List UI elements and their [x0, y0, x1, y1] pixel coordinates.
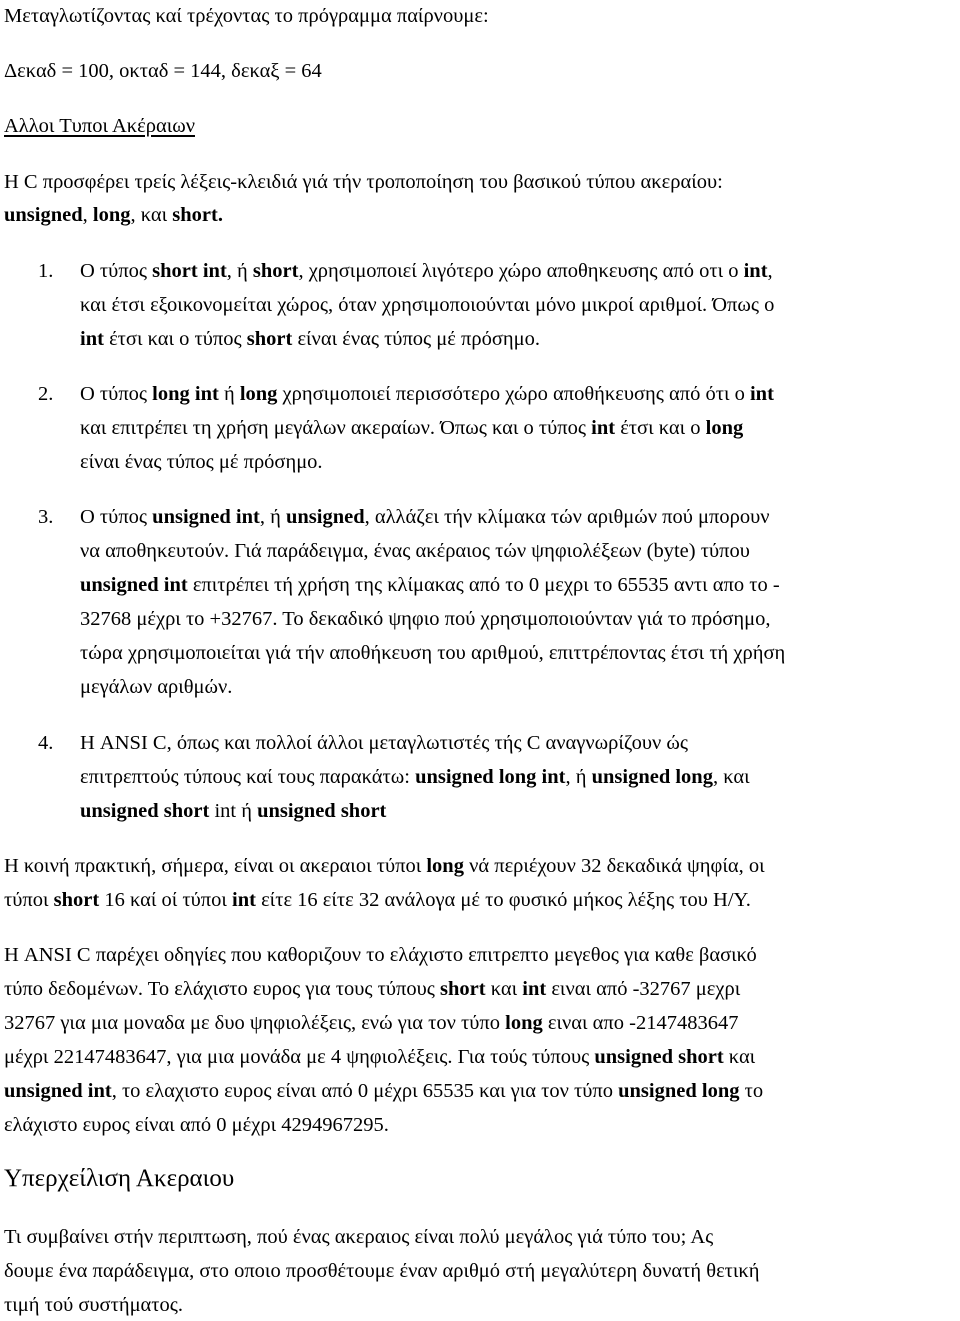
paragraph-line: Η ANSI C παρέχει οδηγίες που καθοριζουν το ελάχιστο επιτρεπτο μεγεθος για καθε βασικό: [4, 944, 757, 966]
list-item-line: μεγάλων αριθμών.: [80, 676, 233, 698]
paragraph-line: 32767 για μια μοναδα με δυο ψηφιολέξεις, ενώ για τον τύπο long ειναι απο -2147483647: [4, 1012, 739, 1034]
list-item-number: 3.: [38, 506, 54, 528]
paragraph-line: δουμε ένα παράδειγμα, στο οποιο προσθέτουμε έναν αριθμό στή μεγαλύτερη δυνατή θετική: [4, 1260, 760, 1282]
list-item-line: είναι ένας τύπος μέ πρόσημο.: [80, 451, 323, 473]
intro-text: Μεταγλωτίζοντας καί τρέχοντας το πρόγραμμα παίρνουμε:: [4, 5, 489, 27]
list-item-line: Ο τύπος long int ή long χρησιμοποιεί περισσότερο χώρο αποθήκευσης από ότι ο int: [80, 383, 774, 405]
list-item-line: int έτσι και ο τύπος short είναι ένας τύπος μέ πρόσημο.: [80, 328, 540, 350]
paragraph-line: τύπο δεδομένων. Το ελάχιστο ευρος για τους τύπους short και int ειναι από -32767 μεχρι: [4, 978, 741, 1000]
paragraph-line: unsigned, long, και short.: [4, 204, 223, 226]
paragraph-line: τιμή τού συστήματος.: [4, 1294, 184, 1316]
section-heading-integer-overflow: Υπερχείλιση Ακεραιου: [4, 1165, 235, 1192]
program-output: Δεκαδ = 100, οκταδ = 144, δεκαξ = 64: [4, 60, 322, 82]
paragraph-line: Η κοινή πρακτική, σήμερα, είναι οι ακεραιοι τύποι long νά περιέχουν 32 δεκαδικά ψηφία, οι: [4, 855, 765, 877]
paragraph-line: unsigned int, το ελαχιστο ευρος είναι από 0 μέχρι 65535 και για τον τύπο unsigned long το: [4, 1080, 764, 1102]
paragraph-line: Η C προσφέρει τρείς λέξεις-κλειδιά γιά τήν τροποποίηση του βασικού τύπου ακεραίου:: [4, 171, 723, 193]
list-item-line: Η ANSI C, όπως και πολλοί άλλοι μεταγλωτιστές τής C αναγνωρίζουν ώς: [80, 732, 688, 754]
section-heading-other-integer-types: Αλλοι Τυποι Ακέραιων: [4, 115, 195, 137]
list-item-line: unsigned short int ή unsigned short: [80, 800, 387, 822]
list-item-line: 32768 μέχρι το +32767. Το δεκαδικό ψηφιο πού χρησιμοποιούνταν γιά το πρόσημο,: [80, 608, 771, 630]
paragraph-line: μέχρι 22147483647, για μια μονάδα με 4 ψηφιολέξεις. Για τούς τύπους unsigned short και: [4, 1046, 756, 1068]
paragraph-line: τύποι short 16 καί οί τύποι int είτε 16 είτε 32 ανάλογα μέ το φυσικό μήκος λέξης του Η/Υ.: [4, 889, 751, 911]
list-item-line: unsigned int επιτρέπει τή χρήση της κλίμακας από το 0 μεχρι το 65535 αντι απο το -: [80, 574, 780, 596]
list-item-number: 1.: [38, 260, 54, 282]
list-item-line: Ο τύπος short int, ή short, χρησιμοποιεί λιγότερο χώρο αποθηκευσης από οτι ο int,: [80, 260, 773, 282]
list-item-number: 2.: [38, 383, 54, 405]
paragraph-line: Τι συμβαίνει στήν περιπτωση, πού ένας ακεραιος είναι πολύ μεγάλος γιά τύπο του; Ας: [4, 1226, 714, 1248]
paragraph-line: ελάχιστο ευρος είναι από 0 μέχρι 4294967295.: [4, 1114, 389, 1136]
list-item-line: να αποθηκευτούν. Γιά παράδειγμα, ένας ακέραιος τών ψηφιολέξεων (byte) τύπου: [80, 540, 750, 562]
list-item-line: και έτσι εξοικονομείται χώρος, όταν χρησιμοποιούνται μόνο μικροί αριθμοί. Όπως ο: [80, 294, 775, 316]
list-item-line: επιτρεπτούς τύπους καί τους παρακάτω: unsigned long int, ή unsigned long, και: [80, 766, 750, 788]
list-item-line: και επιτρέπει τη χρήση μεγάλων ακεραίων. Όπως και ο τύπος int έτσι και ο long: [80, 417, 744, 439]
list-item-number: 4.: [38, 732, 54, 754]
list-item-line: τώρα χρησιμοποιείται γιά τήν αποθήκευση του αριθμού, επιττρέποντας έτσι τή χρήση: [80, 642, 786, 664]
list-item-line: Ο τύπος unsigned int, ή unsigned, αλλάζει τήν κλίμακα τών αριθμών πού μπορουν: [80, 506, 770, 528]
